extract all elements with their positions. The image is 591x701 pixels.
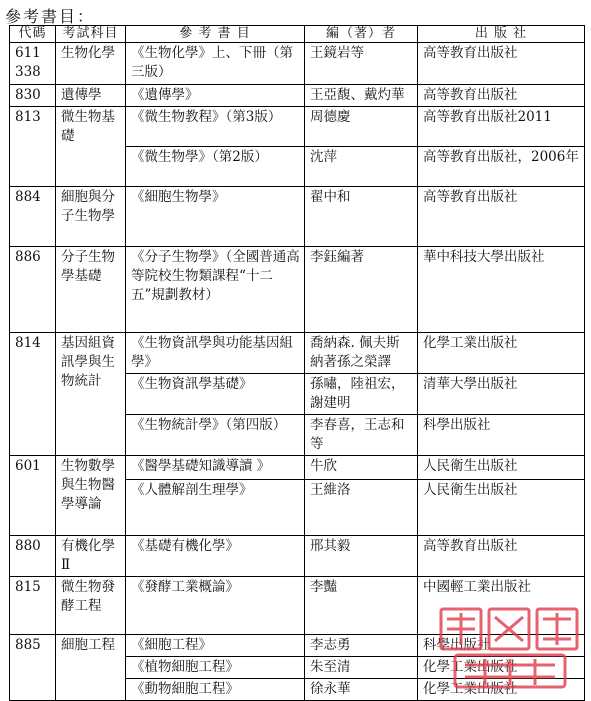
table-row — [10, 536, 585, 577]
book-cell: 《微生物教程》（第3版） — [126, 107, 305, 147]
code-cell: 814 — [10, 333, 56, 456]
code-cell: 601 — [10, 456, 56, 536]
book-cell: 《生物統計學》（第四版） — [126, 415, 305, 456]
author-cell: 周德慶 — [305, 107, 418, 147]
page-heading: 參考書目： — [5, 7, 96, 26]
book-cell: 《分子生物學》（全國普通高等院校生物類課程“十二五”規劃教材） — [126, 247, 305, 333]
table-body — [10, 43, 585, 701]
publisher-cell: 科學出版社 — [418, 635, 585, 657]
author-cell: 喬納森. 佩夫斯納著孫之榮譯 — [305, 333, 418, 374]
author-cell: 翟中和 — [305, 187, 418, 247]
book-cell: 《生物化學》上、下冊（第三版） — [126, 43, 305, 85]
table-row — [10, 85, 585, 107]
header-book: 參 考 書 目 — [126, 26, 305, 43]
table-row — [10, 577, 585, 635]
author-cell: 牛欣 — [305, 456, 418, 480]
subject-cell: 細胞工程 — [56, 635, 126, 701]
author-cell: 邢其毅 — [305, 536, 418, 577]
book-cell: 《細胞工程》 — [126, 635, 305, 657]
subject-cell: 微生物基礎 — [56, 107, 126, 187]
header-code: 代碼 — [10, 26, 56, 43]
table-row — [10, 333, 585, 374]
publisher-cell: 化學工業出版社 — [418, 679, 585, 701]
author-cell: 王鏡岩等 — [305, 43, 418, 85]
book-cell: 《醫學基礎知識導讀 》 — [126, 456, 305, 480]
author-cell: 沈萍 — [305, 147, 418, 187]
subject-cell: 生物化學 — [56, 43, 126, 85]
book-cell: 《微生物學》（第2版） — [126, 147, 305, 187]
author-cell: 王維洛 — [305, 480, 418, 536]
subject-cell: 生物數學與生物醫學導論 — [56, 456, 126, 536]
publisher-cell: 高等教育出版社 — [418, 85, 585, 107]
publisher-cell: 化學工業出版社 — [418, 333, 585, 374]
table-row — [10, 456, 585, 480]
book-cell: 《植物細胞工程》 — [126, 657, 305, 679]
book-cell: 《發酵工業概論》 — [126, 577, 305, 635]
table-row — [10, 187, 585, 247]
author-cell: 孫嘯，陸祖宏，謝建明 — [305, 374, 418, 415]
subject-cell: 細胞與分子生物學 — [56, 187, 126, 247]
author-cell: 李志勇 — [305, 635, 418, 657]
header-row — [10, 26, 585, 43]
code-cell: 813 — [10, 107, 56, 187]
author-cell: 朱至清 — [305, 657, 418, 679]
subject-cell: 遺傳學 — [56, 85, 126, 107]
publisher-cell: 高等教育出版社 — [418, 43, 585, 85]
subject-cell: 有機化學Ⅱ — [56, 536, 126, 577]
book-cell: 《生物資訊學與功能基因組學》 — [126, 333, 305, 374]
publisher-cell: 清華大學出版社 — [418, 374, 585, 415]
book-cell: 《人體解剖生理學》 — [126, 480, 305, 536]
header-subject: 考試科目 — [56, 26, 126, 43]
header-author: 編（著）者 — [305, 26, 418, 43]
author-cell: 李豔 — [305, 577, 418, 635]
code-cell: 830 — [10, 85, 56, 107]
publisher-cell: 化學工業出版社 — [418, 657, 585, 679]
book-cell: 《遺傳學》 — [126, 85, 305, 107]
table-row — [10, 247, 585, 333]
publisher-cell: 高等教育出版社，2006年 — [418, 147, 585, 187]
publisher-cell: 人民衛生出版社 — [418, 480, 585, 536]
subject-cell: 微生物發酵工程 — [56, 577, 126, 635]
publisher-cell: 高等教育出版社 — [418, 187, 585, 247]
author-cell: 徐永華 — [305, 679, 418, 701]
publisher-cell: 華中科技大學出版社 — [418, 247, 585, 333]
book-cell: 《生物資訊學基礎》 — [126, 374, 305, 415]
publisher-cell: 科學出版社 — [418, 415, 585, 456]
code-cell: 880 — [10, 536, 56, 577]
reference-table — [9, 25, 585, 701]
table-row — [10, 107, 585, 147]
publisher-cell: 中國輕工業出版社 — [418, 577, 585, 635]
code-cell: 884 — [10, 187, 56, 247]
code-cell: 886 — [10, 247, 56, 333]
author-cell: 李春喜，王志和等 — [305, 415, 418, 456]
table-row — [10, 43, 585, 85]
table-row — [10, 635, 585, 657]
subject-cell: 分子生物學基礎 — [56, 247, 126, 333]
author-cell: 王亞馥、戴灼華 — [305, 85, 418, 107]
publisher-cell: 人民衛生出版社 — [418, 456, 585, 480]
subject-cell: 基因組資訊學與生物統計 — [56, 333, 126, 456]
book-cell: 《細胞生物學》 — [126, 187, 305, 247]
code-cell: 885 — [10, 635, 56, 701]
publisher-cell: 高等教育出版社 — [418, 536, 585, 577]
code-cell: 611 338 — [10, 43, 56, 85]
publisher-cell: 高等教育出版社2011 — [418, 107, 585, 147]
book-cell: 《動物細胞工程》 — [126, 679, 305, 701]
book-cell: 《基礎有機化學》 — [126, 536, 305, 577]
header-publisher: 出 版 社 — [418, 26, 585, 43]
code-cell: 815 — [10, 577, 56, 635]
author-cell: 李鈺編著 — [305, 247, 418, 333]
